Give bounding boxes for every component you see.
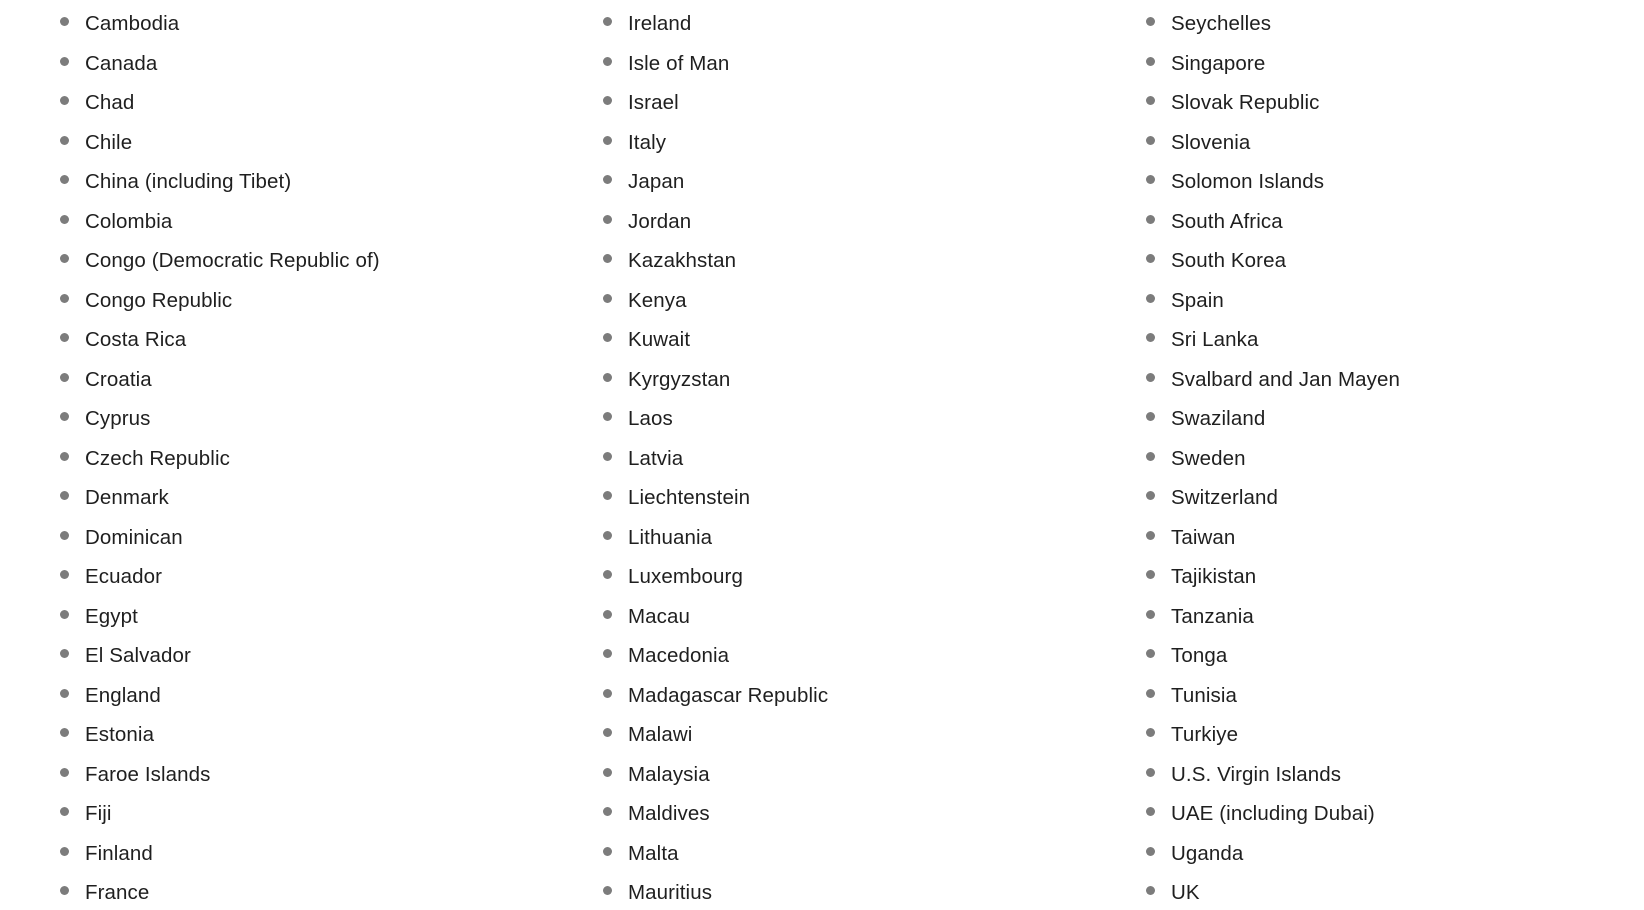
bullet-icon [603,452,612,461]
country-name: Israel [628,91,679,114]
bullet-icon [1146,373,1155,382]
bullet-icon [60,373,69,382]
country-name: Tonga [1171,644,1228,667]
country-name: Sweden [1171,446,1246,470]
country-name: Tajikistan [1171,565,1257,588]
bullet-icon [603,768,612,777]
country-name: Cyprus [85,407,151,430]
bullet-icon [60,689,69,698]
bullet-icon [1146,570,1155,579]
country-list-item [600,478,1100,518]
bullet-icon [1146,531,1155,540]
country-name: France [85,881,150,904]
bullet-icon [60,175,69,184]
bullet-icon [603,294,612,303]
bullet-icon [1146,254,1155,263]
country-list-item [600,83,1100,123]
country-list-item [57,439,557,479]
bullet-icon [1146,847,1155,856]
bullet-icon [603,57,612,66]
country-list-column-2 [600,4,1100,910]
bullet-icon [60,96,69,105]
country-list-item [600,399,1100,439]
bullet-icon [1146,412,1155,421]
country-name: Madagascar Republic [628,683,829,707]
country-name: Lithuania [628,525,713,549]
bullet-icon [1146,886,1155,895]
country-name: Japan [628,170,685,193]
bullet-icon [1146,136,1155,145]
bullet-icon [60,491,69,500]
bullet-icon [603,649,612,658]
country-list-item [57,83,557,123]
country-list-item [57,399,557,439]
bullet-icon [603,728,612,737]
country-list-item [600,4,1100,44]
country-name: Ecuador [85,565,163,588]
bullet-icon [603,136,612,145]
country-name: Isle of Man [628,51,730,75]
bullet-icon [60,768,69,777]
country-name: Czech Republic [85,446,230,470]
country-list-item [1143,518,1623,558]
country-name: Solomon Islands [1171,170,1325,193]
country-name: South Korea [1171,249,1287,272]
country-list-item [57,202,557,242]
country-name: Latvia [628,446,684,470]
country-list-item [1143,44,1623,84]
country-list-item [1143,873,1623,910]
country-name: China (including Tibet) [85,170,292,193]
country-name: Congo (Democratic Republic of) [85,249,380,272]
country-name: Croatia [85,367,152,391]
bullet-icon [60,294,69,303]
country-name: Laos [628,407,673,430]
country-list-item [600,44,1100,84]
country-name: Macedonia [628,644,730,667]
country-list-item [600,794,1100,834]
country-name: Kuwait [628,328,691,351]
country-list-item [1143,597,1623,637]
country-name: Kazakhstan [628,249,737,272]
country-name: England [85,683,161,707]
country-list-item [600,281,1100,321]
bullet-icon [60,57,69,66]
country-name: Swaziland [1171,407,1266,430]
country-name: UAE (including Dubai) [1171,802,1375,825]
country-list-item [600,676,1100,716]
country-name: Slovenia [1171,130,1251,154]
country-list-item [57,478,557,518]
country-list-item [1143,755,1623,795]
country-list-item [1143,794,1623,834]
bullet-icon [60,649,69,658]
country-name: Taiwan [1171,525,1236,549]
country-list-item [600,834,1100,874]
country-list-item [57,636,557,676]
bullet-icon [1146,491,1155,500]
country-list-item [1143,676,1623,716]
country-name: Malta [628,841,679,865]
bullet-icon [603,886,612,895]
country-name: Spain [1171,288,1224,312]
bullet-icon [1146,807,1155,816]
bullet-icon [60,215,69,224]
bullet-icon [1146,689,1155,698]
bullet-icon [60,412,69,421]
bullet-icon [1146,294,1155,303]
bullet-icon [603,531,612,540]
country-list-item [57,281,557,321]
country-name: Malawi [628,723,693,746]
country-name: Egypt [85,604,138,628]
bullet-icon [1146,96,1155,105]
bullet-icon [603,175,612,184]
bullet-icon [1146,649,1155,658]
country-list-item [600,162,1100,202]
country-name: Canada [85,51,158,75]
country-name: Maldives [628,802,710,825]
country-list-item [600,755,1100,795]
country-name: U.S. Virgin Islands [1171,762,1342,786]
country-list-item [57,557,557,597]
country-list-item [1143,123,1623,163]
country-name: Finland [85,841,153,865]
bullet-icon [603,373,612,382]
country-list-item [1143,636,1623,676]
country-name: Sri Lanka [1171,328,1259,351]
bullet-icon [60,847,69,856]
country-list-item [600,439,1100,479]
bullet-icon [603,333,612,342]
country-name: Costa Rica [85,328,187,351]
bullet-icon [1146,452,1155,461]
country-name: Faroe Islands [85,762,211,786]
country-name: Chad [85,91,135,114]
country-list-item [57,794,557,834]
bullet-icon [60,886,69,895]
bullet-icon [60,136,69,145]
bullet-icon [1146,17,1155,26]
country-list-item [57,676,557,716]
country-list-item [1143,557,1623,597]
bullet-icon [1146,610,1155,619]
bullet-icon [603,610,612,619]
bullet-icon [1146,215,1155,224]
country-name: Slovak Republic [1171,91,1320,114]
bullet-icon [60,807,69,816]
country-list-item [1143,202,1623,242]
country-name: Switzerland [1171,486,1279,509]
country-list-item [600,241,1100,281]
country-name: UK [1171,881,1200,904]
bullet-icon [60,333,69,342]
country-list-column-1 [57,4,557,910]
country-list-item [1143,360,1623,400]
bullet-icon [603,491,612,500]
country-name: Tanzania [1171,604,1254,628]
country-name: Liechtenstein [628,486,751,509]
country-list-item [57,360,557,400]
country-list-item [57,755,557,795]
country-list-item [1143,715,1623,755]
country-list-item [1143,83,1623,123]
bullet-icon [603,412,612,421]
bullet-icon [1146,333,1155,342]
country-list-item [600,873,1100,910]
country-list-item [600,557,1100,597]
country-name: Dominican [85,525,183,549]
country-name: Macau [628,604,691,628]
country-name: Chile [85,130,133,154]
country-name: Ireland [628,12,692,35]
country-list-item [57,873,557,910]
country-name: Mauritius [628,881,713,904]
bullet-icon [1146,768,1155,777]
country-list-item [57,4,557,44]
country-name: Luxembourg [628,565,743,588]
country-name: Jordan [628,209,692,233]
bullet-icon [60,254,69,263]
country-list-item [1143,4,1623,44]
bullet-icon [60,531,69,540]
country-list-item [1143,281,1623,321]
country-list-item [600,360,1100,400]
country-list-item [57,241,557,281]
country-list-item [57,123,557,163]
country-list-item [1143,320,1623,360]
country-list-item [600,597,1100,637]
country-name: Uganda [1171,841,1244,865]
country-list-item [1143,162,1623,202]
country-list-item [1143,241,1623,281]
country-name: Colombia [85,209,173,233]
country-list-item [600,518,1100,558]
bullet-icon [603,807,612,816]
bullet-icon [1146,175,1155,184]
country-list-item [600,123,1100,163]
country-list-item [1143,439,1623,479]
country-list-item [57,715,557,755]
bullet-icon [603,570,612,579]
country-list-item [57,320,557,360]
country-name: Kyrgyzstan [628,367,731,391]
bullet-icon [1146,728,1155,737]
country-list-column-3 [1143,4,1623,910]
country-name: Cambodia [85,12,180,35]
bullet-icon [60,610,69,619]
country-name: Svalbard and Jan Mayen [1171,367,1400,391]
country-name: Kenya [628,288,687,312]
bullet-icon [60,17,69,26]
country-list-item [600,202,1100,242]
country-name: Congo Republic [85,288,233,312]
country-list-item [57,518,557,558]
bullet-icon [60,570,69,579]
bullet-icon [1146,57,1155,66]
country-name: Italy [628,130,667,154]
country-list-item [57,162,557,202]
country-name: Denmark [85,486,169,509]
country-list-item [600,715,1100,755]
country-list-item [600,320,1100,360]
country-name: Malaysia [628,762,710,786]
bullet-icon [603,17,612,26]
country-name: Seychelles [1171,12,1272,35]
bullet-icon [60,728,69,737]
country-name: Tunisia [1171,683,1238,707]
country-name: Turkiye [1171,723,1239,746]
country-list-item [57,44,557,84]
country-list-item [57,597,557,637]
bullet-icon [60,452,69,461]
bullet-icon [603,689,612,698]
bullet-icon [603,215,612,224]
country-name: Singapore [1171,51,1266,75]
country-list-item [1143,399,1623,439]
country-list-item [600,636,1100,676]
country-name: Estonia [85,723,155,746]
country-name: El Salvador [85,644,191,667]
bullet-icon [603,96,612,105]
bullet-icon [603,847,612,856]
country-name: Fiji [85,802,112,825]
country-list-item [1143,834,1623,874]
country-list-item [57,834,557,874]
country-name: South Africa [1171,209,1283,233]
country-list-item [1143,478,1623,518]
bullet-icon [603,254,612,263]
